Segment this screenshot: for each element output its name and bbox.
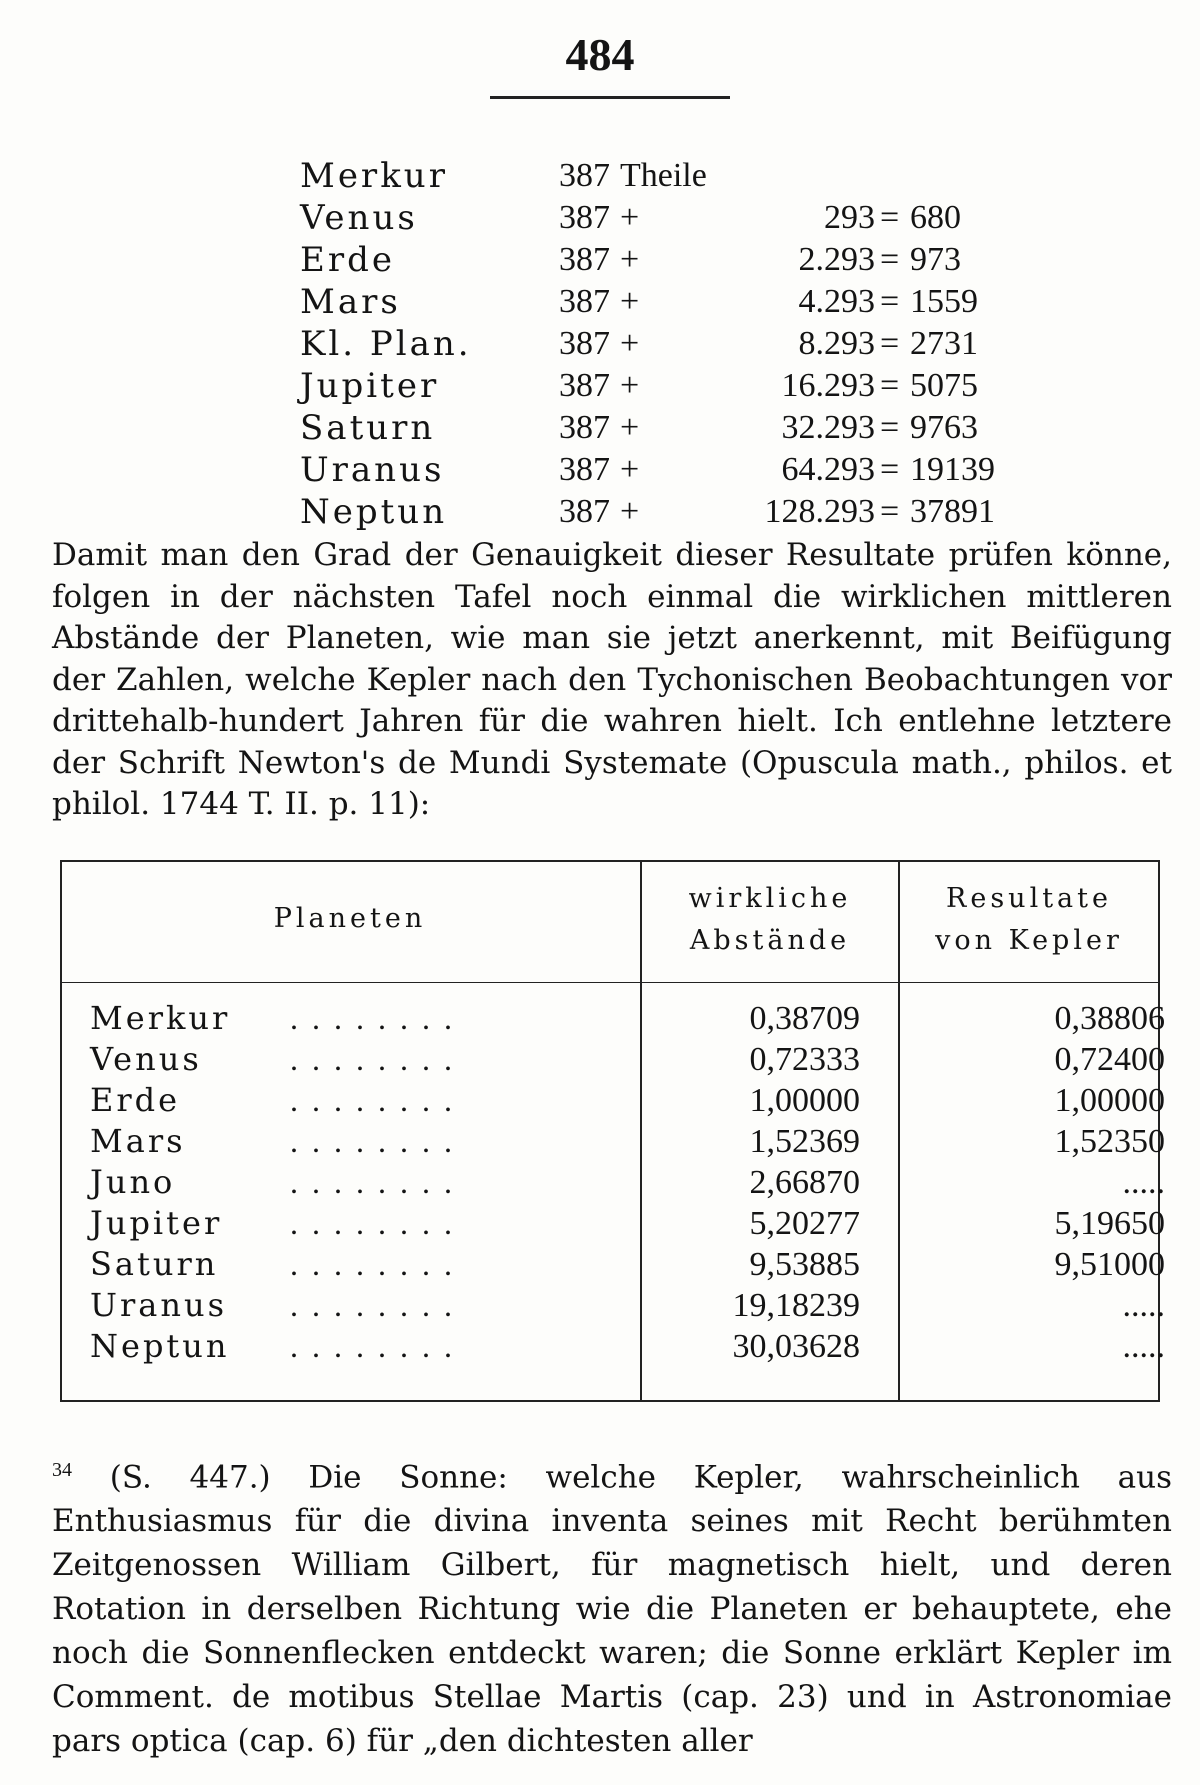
row-actual: 30,03628 [732,1328,860,1365]
series-row [290,365,978,407]
row-kepler: 5,19650 [1054,1205,1165,1242]
row-planet: Merkur [90,999,231,1037]
series-base: 387 [559,451,610,488]
row-planet: Saturn [90,1245,219,1283]
row-planet: Jupiter [90,1204,223,1242]
series-planet: Jupiter [300,366,440,406]
row-actual: 2,66870 [749,1164,860,1201]
row-dots: ........ [290,1164,466,1200]
series-list [290,155,995,533]
series-row [290,155,970,197]
row-planet: Erde [90,1081,181,1119]
series-equals: = [880,241,900,278]
series-term: 64.293 [781,451,875,488]
series-planet: Erde [300,240,395,280]
series-row [290,281,978,323]
series-term: 8.293 [798,325,875,362]
header-rule [490,96,730,99]
series-row [290,323,978,365]
series-result: 5075 [910,367,978,404]
row-kepler: 1,00000 [1054,1082,1165,1119]
footnote-paragraph [52,1448,1172,1763]
row-kepler: ..... [1122,1164,1165,1201]
series-row [290,407,978,449]
series-result: 19139 [910,451,995,488]
series-row [290,491,995,533]
table-row [60,1326,1165,1367]
series-plus: + [620,409,640,446]
series-base: 387 [559,325,610,362]
series-result: 37891 [910,493,995,530]
row-kepler: 0,72400 [1054,1041,1165,1078]
series-planet: Merkur [300,156,448,196]
series-result: 2731 [910,325,978,362]
series-base: 387 [559,283,610,320]
row-actual: 19,18239 [732,1287,860,1324]
row-dots: ........ [290,1082,466,1118]
series-row [290,449,995,491]
row-dots: ........ [290,1287,466,1323]
series-planet: Uranus [300,450,445,490]
row-planet: Neptun [90,1327,230,1365]
series-plus: + [620,493,640,530]
series-base: 387 [559,493,610,530]
row-actual: 1,00000 [749,1082,860,1119]
table-row [60,1162,1165,1203]
series-term: 32.293 [781,409,875,446]
row-actual: 5,20277 [749,1205,860,1242]
series-term: 16.293 [781,367,875,404]
series-unit: Theile [620,157,707,194]
series-base: 387 [559,199,610,236]
series-planet: Saturn [300,408,436,448]
row-planet: Venus [90,1040,202,1078]
series-planet: Venus [300,198,418,238]
header-kepler-line1: Resultate [946,883,1112,914]
series-equals: = [880,283,900,320]
series-base: 387 [559,157,610,194]
header-planets: Planeten [273,903,427,934]
series-plus: + [620,451,640,488]
table-row [60,1285,1165,1326]
page-number: 484 [565,29,635,80]
row-dots: ........ [290,1328,466,1364]
row-dots: ........ [290,1205,466,1241]
series-planet: Kl. Plan. [300,324,472,364]
intro-paragraph [52,535,1172,826]
series-term: 4.293 [798,283,875,320]
header-actual-line1: wirkliche [688,883,852,914]
series-equals: = [880,199,900,236]
table-bottom-rule [60,1400,1160,1402]
table-row [60,1203,1165,1244]
table-row [60,1244,1165,1285]
intro-text: Damit man den Grad der Genauigkeit dieser Resultate prüfen könne, folgen in der nächsten Tafel noch einmal die wirklichen mittleren Abstände der Planeten, wie man sie jetzt anerkennt, mit Beifügung der Zahlen, welche Kepler nach den Tychonischen Beobachtungen vor drittehalb-hundert Jahren für die wahren hielt. Ich entlehne letztere der Schrift Newton's de Mundi Systemate (Opuscula math., philos. et philol. 1744 T. II. p. 11): [52,537,1172,822]
row-planet: Uranus [90,1286,227,1324]
series-result: 680 [910,199,961,236]
footnote [52,1448,1172,1763]
series-result: 9763 [910,409,978,446]
row-dots: ........ [290,1123,466,1159]
table-row [60,1039,1165,1080]
row-planet: Mars [90,1122,186,1160]
series-plus: + [620,283,640,320]
series-planet: Neptun [300,492,448,532]
row-kepler: 0,38806 [1054,1000,1165,1037]
series-term: 128.293 [764,493,875,530]
row-planet: Juno [90,1163,176,1201]
series-equals: = [880,409,900,446]
header-actual-line2: Abstände [689,925,851,956]
table-row [60,998,1165,1039]
series-plus: + [620,199,640,236]
row-actual: 0,72333 [749,1041,860,1078]
row-dots: ........ [290,1246,466,1282]
distance-table [60,860,1165,1400]
series-result: 973 [910,241,961,278]
footnote-number: 34 [52,1459,72,1481]
table-row [60,1121,1165,1162]
series-plus: + [620,325,640,362]
row-actual: 0,38709 [749,1000,860,1037]
series-result: 1559 [910,283,978,320]
series-term: 2.293 [798,241,875,278]
series-equals: = [880,367,900,404]
row-actual: 9,53885 [749,1246,860,1283]
series-plus: + [620,241,640,278]
series-base: 387 [559,409,610,446]
series-row [290,239,970,281]
series-planet: Mars [300,282,401,322]
series-term: 293 [824,199,875,236]
table-row [60,1080,1165,1121]
footnote-text: (S. 447.) Die Sonne: welche Kepler, wahrscheinlich aus Enthusiasmus für die divina inventa seines mit Recht berühmten Zeitgenossen William Gilbert, für magnetisch hielt, und deren Rotation in derselben Richtung wie die Planeten er behauptete, ehe noch die Sonnenflecken entdeckt waren; die Sonne erklärt Kepler im Comment. de motibus Stellae Martis (cap. 23) und in Astronomiae pars optica (cap. 6) für „den dichtesten aller [52,1459,1173,1760]
series-base: 387 [559,367,610,404]
row-kepler: ..... [1122,1287,1165,1324]
header-kepler-line2: von Kepler [935,925,1123,956]
row-dots: ........ [290,1000,466,1036]
row-kepler: ..... [1122,1328,1165,1365]
series-base: 387 [559,241,610,278]
row-kepler: 9,51000 [1054,1246,1165,1283]
series-equals: = [880,451,900,488]
series-row [290,197,970,239]
row-kepler: 1,52350 [1054,1123,1165,1160]
row-actual: 1,52369 [749,1123,860,1160]
series-plus: + [620,367,640,404]
series-equals: = [880,325,900,362]
series-equals: = [880,493,900,530]
row-dots: ........ [290,1041,466,1077]
